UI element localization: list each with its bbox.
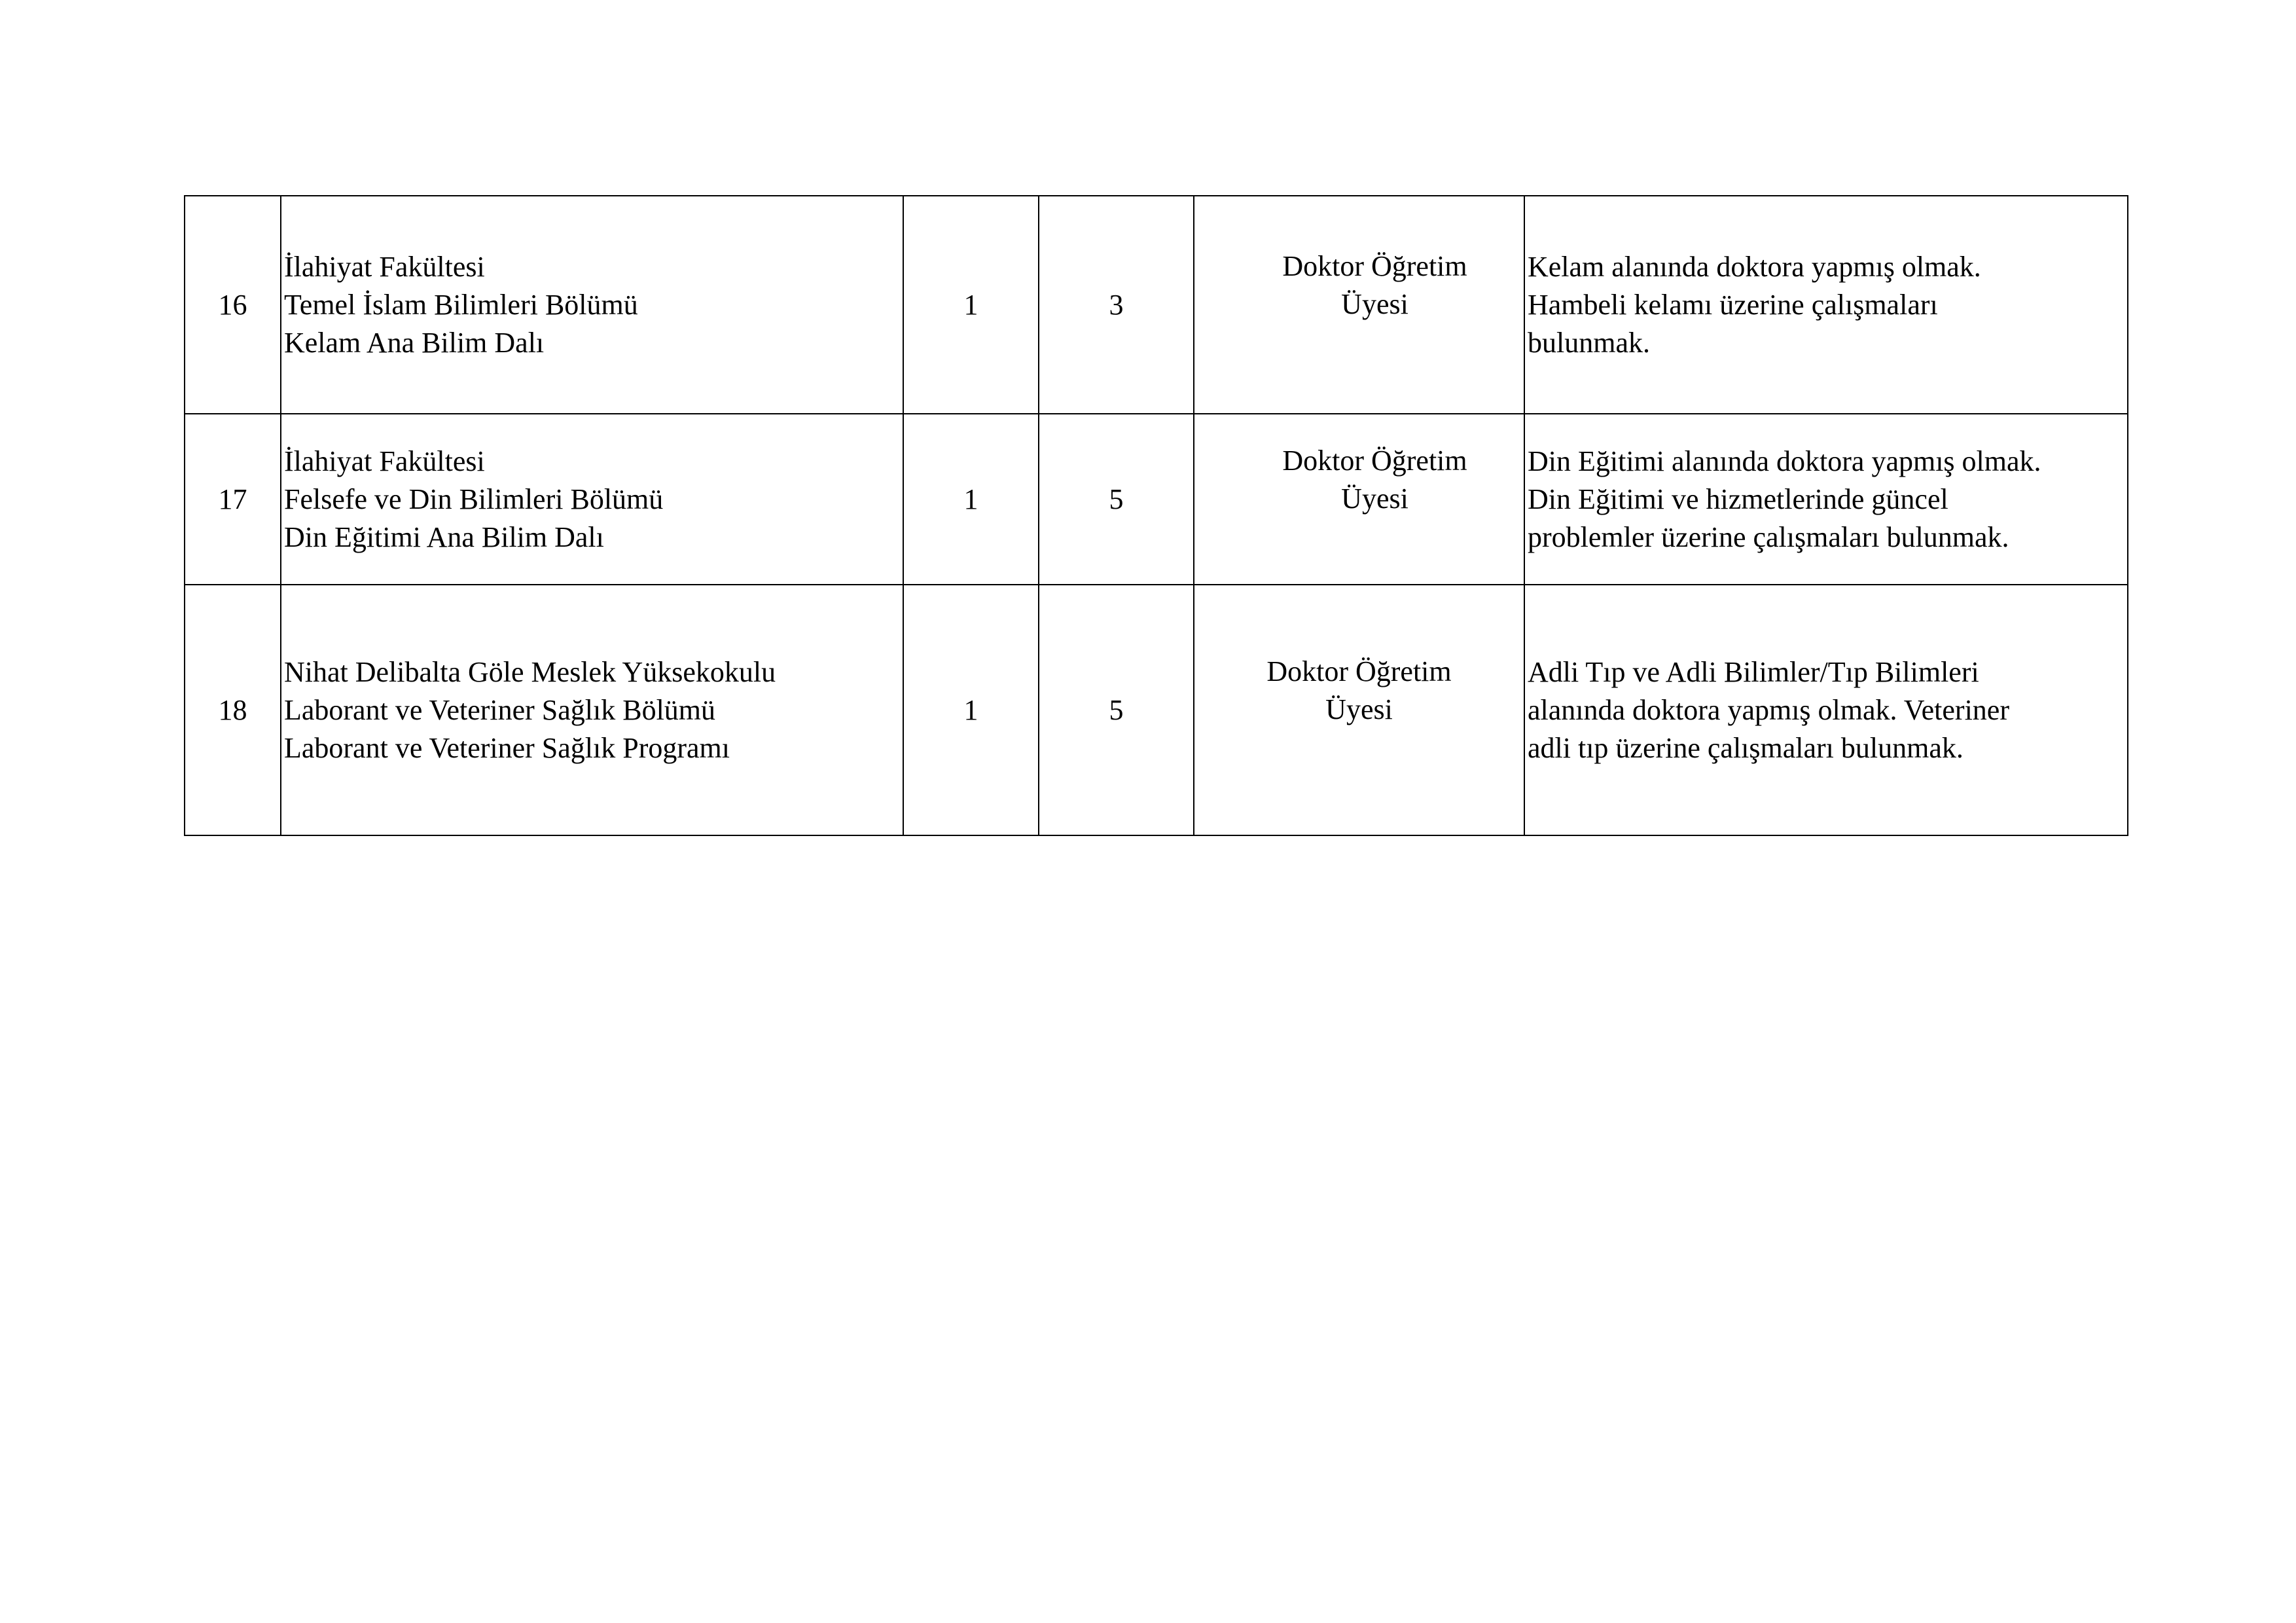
requirement-line-1: Din Eğitimi alanında doktora yapmış olmak. — [1528, 445, 2041, 477]
title-line-1: Doktor Öğretim — [1282, 444, 1467, 477]
table-row — [185, 196, 2128, 414]
requirement-line-2: alanında doktora yapmış olmak. Veteriner — [1528, 693, 2009, 726]
unit-department: Temel İslam Bilimleri Bölümü — [284, 288, 638, 321]
row-number — [185, 585, 281, 835]
unit-faculty: İlahiyat Fakültesi — [284, 250, 485, 283]
position-level-text: 3 — [1109, 288, 1124, 321]
title-line-2: Üyesi — [1341, 482, 1408, 515]
title-line-1: Doktor Öğretim — [1266, 655, 1452, 687]
requirement-cell — [1524, 414, 2128, 585]
requirement-line-1: Kelam alanında doktora yapmış olmak. — [1528, 250, 1981, 283]
table-row — [185, 414, 2128, 585]
unit-division: Kelam Ana Bilim Dalı — [284, 326, 545, 359]
title-wrap — [1213, 247, 1524, 323]
title-cell — [1194, 196, 1524, 414]
unit-department: Laborant ve Veteriner Sağlık Bölümü — [284, 693, 716, 726]
requirement-line-2: Hambeli kelamı üzerine çalışmaları — [1528, 288, 1938, 321]
position-table — [184, 195, 2128, 836]
position-count-text: 1 — [963, 483, 978, 515]
title-line-2: Üyesi — [1325, 693, 1393, 725]
position-level-text: 5 — [1109, 483, 1124, 515]
position-level — [1039, 196, 1194, 414]
position-count-text: 1 — [963, 288, 978, 321]
unit-school: Nihat Delibalta Göle Meslek Yüksekokulu — [284, 655, 776, 688]
requirement-line-3: adli tıp üzerine çalışmaları bulunmak. — [1528, 731, 1964, 764]
title-line-1: Doktor Öğretim — [1282, 249, 1467, 282]
requirement-line-1: Adli Tıp ve Adli Bilimler/Tıp Bilimleri — [1528, 655, 1979, 688]
unit-division: Din Eğitimi Ana Bilim Dalı — [284, 520, 604, 553]
requirement-cell — [1524, 196, 2128, 414]
requirement-cell — [1524, 585, 2128, 835]
title-cell — [1194, 414, 1524, 585]
unit-department: Felsefe ve Din Bilimleri Bölümü — [284, 483, 664, 515]
unit-cell — [281, 414, 903, 585]
unit-faculty: İlahiyat Fakültesi — [284, 445, 485, 477]
position-level — [1039, 414, 1194, 585]
unit-cell — [281, 585, 903, 835]
position-count — [903, 585, 1039, 835]
row-number — [185, 414, 281, 585]
title-wrap — [1197, 653, 1521, 729]
row-number — [185, 196, 281, 414]
row-number-text: 17 — [218, 483, 247, 515]
position-count-text: 1 — [963, 693, 978, 726]
position-count — [903, 414, 1039, 585]
title-line-2: Üyesi — [1341, 287, 1408, 320]
title-cell — [1194, 585, 1524, 835]
requirement-line-3: bulunmak. — [1528, 326, 1650, 359]
row-number-text: 16 — [218, 288, 247, 321]
table-row — [185, 585, 2128, 835]
unit-cell — [281, 196, 903, 414]
requirement-line-2: Din Eğitimi ve hizmetlerinde güncel — [1528, 483, 1948, 515]
row-number-text: 18 — [218, 693, 247, 726]
unit-program: Laborant ve Veteriner Sağlık Programı — [284, 731, 730, 764]
title-wrap — [1213, 442, 1524, 518]
requirement-line-3: problemler üzerine çalışmaları bulunmak. — [1528, 520, 2009, 553]
position-level-text: 5 — [1109, 693, 1124, 726]
position-level — [1039, 585, 1194, 835]
position-count — [903, 196, 1039, 414]
